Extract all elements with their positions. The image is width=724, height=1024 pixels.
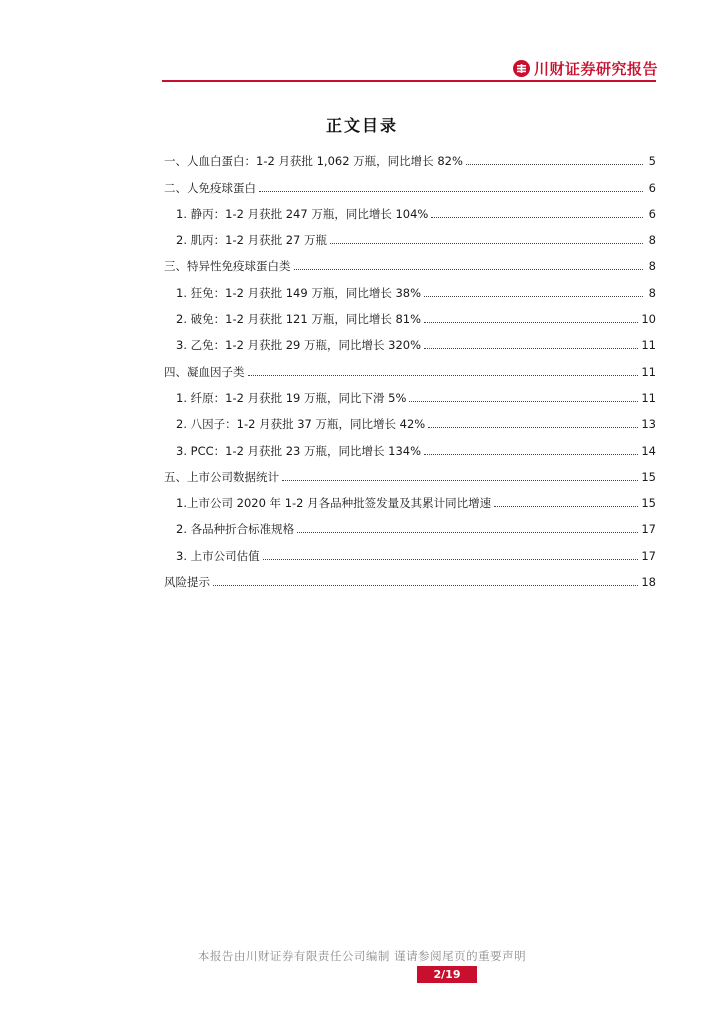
toc-dot-leader	[263, 558, 639, 560]
toc-entry-label: 1. 狂免：1-2 月获批 149 万瓶，同比增长 38%	[176, 285, 422, 300]
toc-dot-leader	[424, 347, 638, 349]
toc-entry[interactable]	[164, 510, 656, 536]
toc-entry[interactable]	[164, 168, 656, 194]
toc-entry-label: 一、人血白蛋白：1-2 月获批 1,062 万瓶，同比增长 82%	[164, 154, 463, 169]
toc-title: 正文目录	[325, 116, 398, 135]
toc-entry[interactable]	[164, 142, 656, 168]
toc-entry-label: 1. 纤原：1-2 月获批 19 万瓶，同比下滑 5%	[176, 390, 407, 405]
toc-entry[interactable]	[164, 536, 656, 562]
toc-entry-page: 8	[648, 259, 656, 274]
toc-entry-page: 13	[641, 417, 656, 432]
toc-entry-page: 8	[648, 233, 656, 248]
toc-dot-leader	[213, 584, 638, 586]
toc-entry-page: 17	[641, 548, 656, 563]
toc-entry-label: 2. 八因子：1-2 月获批 37 万瓶，同比增长 42%	[176, 417, 426, 432]
brand	[513, 58, 658, 79]
toc-entry-label: 三、特异性免疫球蛋白类	[164, 259, 291, 274]
toc-dot-leader	[259, 190, 643, 192]
toc-entry[interactable]	[164, 273, 656, 299]
toc-entry-label: 1.上市公司 2020 年 1-2 月各品种批签发量及其累计同比增速	[176, 496, 492, 511]
toc-dot-leader	[424, 295, 643, 297]
toc-entry[interactable]	[164, 195, 656, 221]
toc-entry[interactable]	[164, 405, 656, 431]
toc-entry-label: 3. 乙免：1-2 月获批 29 万瓶，同比增长 320%	[176, 338, 422, 353]
toc-dot-leader	[282, 479, 638, 481]
toc-entry-label: 四、凝血因子类	[164, 364, 245, 379]
toc-dot-leader	[297, 531, 638, 533]
toc-entry[interactable]	[164, 563, 656, 589]
toc-dot-leader	[428, 426, 638, 428]
toc-dot-leader	[494, 505, 638, 507]
brand-logo-icon	[513, 60, 530, 77]
toc-entry[interactable]	[164, 247, 656, 273]
toc-entry-page: 18	[641, 575, 656, 590]
toc-entry[interactable]	[164, 379, 656, 405]
toc-entry-label: 五、上市公司数据统计	[164, 469, 279, 484]
page-number-badge: 2/19	[417, 966, 477, 983]
toc-entry-page: 15	[641, 469, 656, 484]
toc-entry-label: 3. 上市公司估值	[176, 548, 260, 563]
toc-dot-leader	[431, 216, 643, 218]
toc-entry-page: 6	[648, 180, 656, 195]
toc-entry-label: 风险提示	[164, 575, 210, 590]
toc-entry[interactable]	[164, 326, 656, 352]
page-header	[0, 0, 724, 84]
brand-name: 川财证券研究报告	[533, 60, 658, 78]
toc-entry-page: 10	[641, 312, 656, 327]
table-of-contents	[164, 142, 656, 589]
toc-entry[interactable]	[164, 458, 656, 484]
toc-entry[interactable]	[164, 352, 656, 378]
header-divider	[162, 80, 656, 82]
toc-dot-leader	[424, 321, 638, 323]
toc-entry-page: 17	[641, 522, 656, 537]
toc-entry-page: 6	[648, 206, 656, 221]
toc-entry-label: 2. 各品种折合标准规格	[176, 522, 295, 537]
toc-entry-page: 11	[641, 364, 656, 379]
toc-entry-page: 14	[641, 443, 656, 458]
toc-dot-leader	[294, 268, 644, 270]
toc-entry-page: 8	[648, 285, 656, 300]
toc-entry-page: 11	[641, 338, 656, 353]
toc-entry[interactable]	[164, 484, 656, 510]
toc-dot-leader	[330, 242, 643, 244]
toc-entry-page: 5	[648, 154, 656, 169]
toc-entry-label: 3. PCC：1-2 月获批 23 万瓶，同比增长 134%	[176, 443, 422, 458]
toc-dot-leader	[466, 163, 643, 165]
toc-entry-label: 二、人免疫球蛋白	[164, 180, 256, 195]
toc-entry-page: 11	[641, 390, 656, 405]
toc-entry-label: 2. 肌丙：1-2 月获批 27 万瓶	[176, 233, 328, 248]
toc-dot-leader	[424, 453, 638, 455]
toc-entry[interactable]	[164, 221, 656, 247]
toc-entry[interactable]	[164, 431, 656, 457]
toc-dot-leader	[248, 374, 639, 376]
toc-entry[interactable]	[164, 300, 656, 326]
toc-dot-leader	[409, 400, 638, 402]
toc-entry-label: 1. 静丙：1-2 月获批 247 万瓶，同比增长 104%	[176, 206, 429, 221]
footer-disclaimer: 本报告由川财证券有限责任公司编制 谨请参阅尾页的重要声明	[197, 949, 527, 963]
toc-entry-page: 15	[641, 496, 656, 511]
toc-entry-label: 2. 破免：1-2 月获批 121 万瓶，同比增长 81%	[176, 312, 422, 327]
